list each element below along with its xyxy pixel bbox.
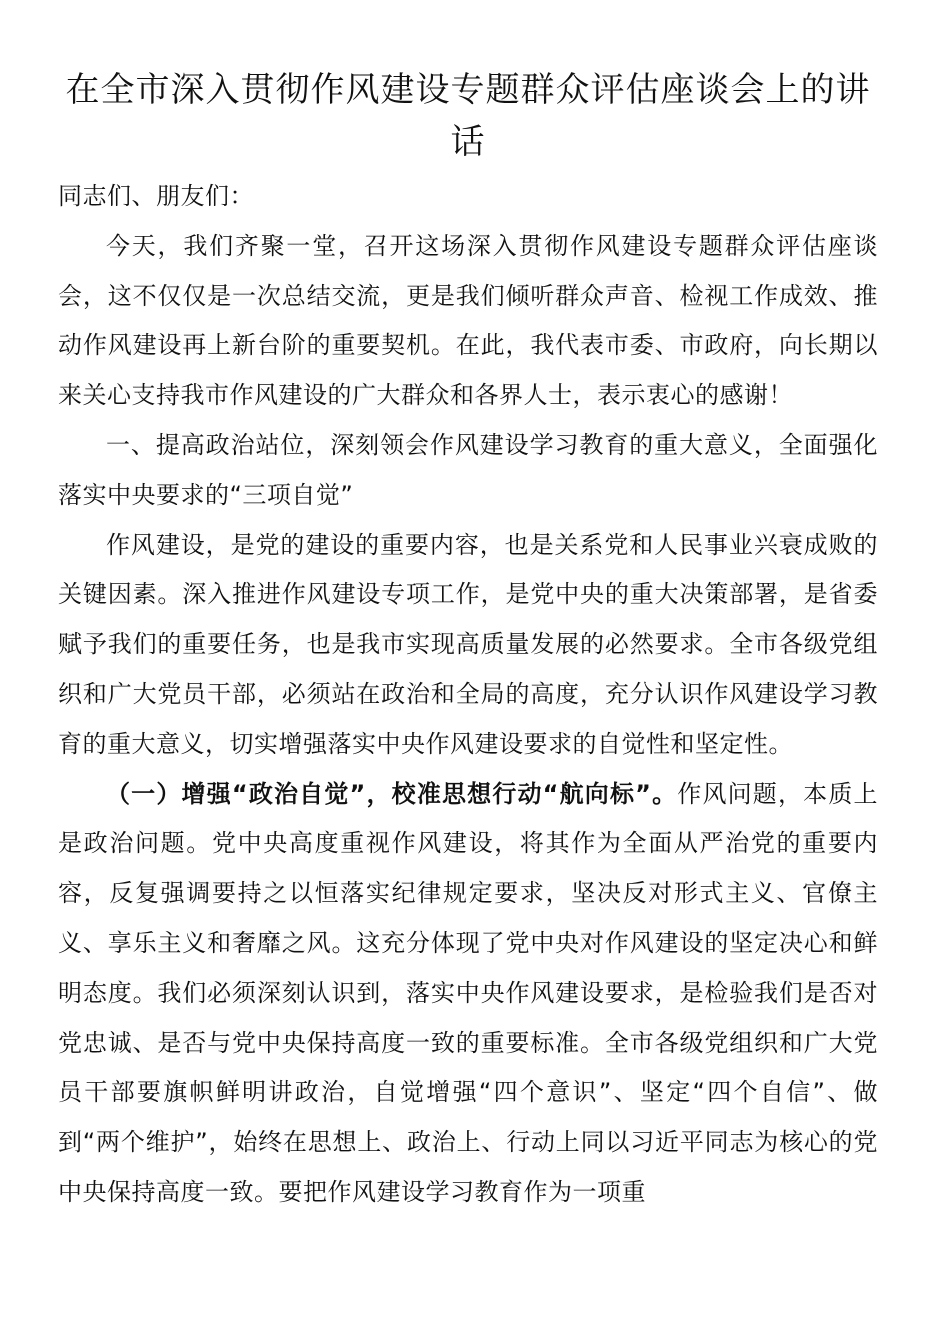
- section-heading-1: 一、提高政治站位，深刻领会作风建设学习教育的重大意义，全面强化落实中央要求的“三项自觉”: [58, 430, 878, 509]
- paragraph-opening: 今天，我们齐聚一堂，召开这场深入贯彻作风建设专题群众评估座谈会，这不仅仅是一次总结交流，更是我们倾听群众声音、检视工作成效、推动作风建设再上新台阶的重要契机。在此，我代表市委、市政府，向长期以来关心支持我市作风建设的广大群众和各界人士，表示衷心的感谢！: [58, 231, 878, 410]
- subsection-body: 作风问题，本质上是政治问题。党中央高度重视作风建设，将其作为全面从严治党的重要内容，反复强调要持之以恒落实纪律规定要求，坚决反对形式主义、官僚主义、享乐主义和奢靡之风。这充分体现了党中央对作风建设的坚定决心和鲜明态度。我们必须深刻认识到，落实中央作风建设要求，是检验我们是否对党忠诚、是否与党中央保持高度一致的重要标准。全市各级党组织和广大党员干部要旗帜鲜明讲政治，自觉增强“四个意识”、坚定“四个自信”、做到“两个维护”，始终在思想上、政治上、行动上同以习近平同志为核心的党中央保持高度一致。要把作风建设学习教育作为一项重: [58, 779, 879, 1206]
- paragraph-section-1: 作风建设，是党的建设的重要内容，也是关系党和人民事业兴衰成败的关键因素。深入推进作风建设专项工作，是党中央的重大决策部署，是省委赋予我们的重要任务，也是我市实现高质量发展的必然要求。全市各级党组织和广大党员干部，必须站在政治和全局的高度，充分认识作风建设学习教育的重大意义，切实增强落实中央作风建设要求的自觉性和坚定性。: [58, 530, 878, 758]
- subsection-heading: （一）增强“政治自觉”，校准思想行动“航向标”。: [106, 779, 678, 808]
- document-page: [58, 64, 878, 1218]
- subsection-paragraph: [58, 770, 878, 1218]
- document-title: 在全市深入贯彻作风建设专题群众评估座谈会上的讲话: [65, 70, 871, 162]
- salutation: 同志们、朋友们：: [58, 182, 254, 210]
